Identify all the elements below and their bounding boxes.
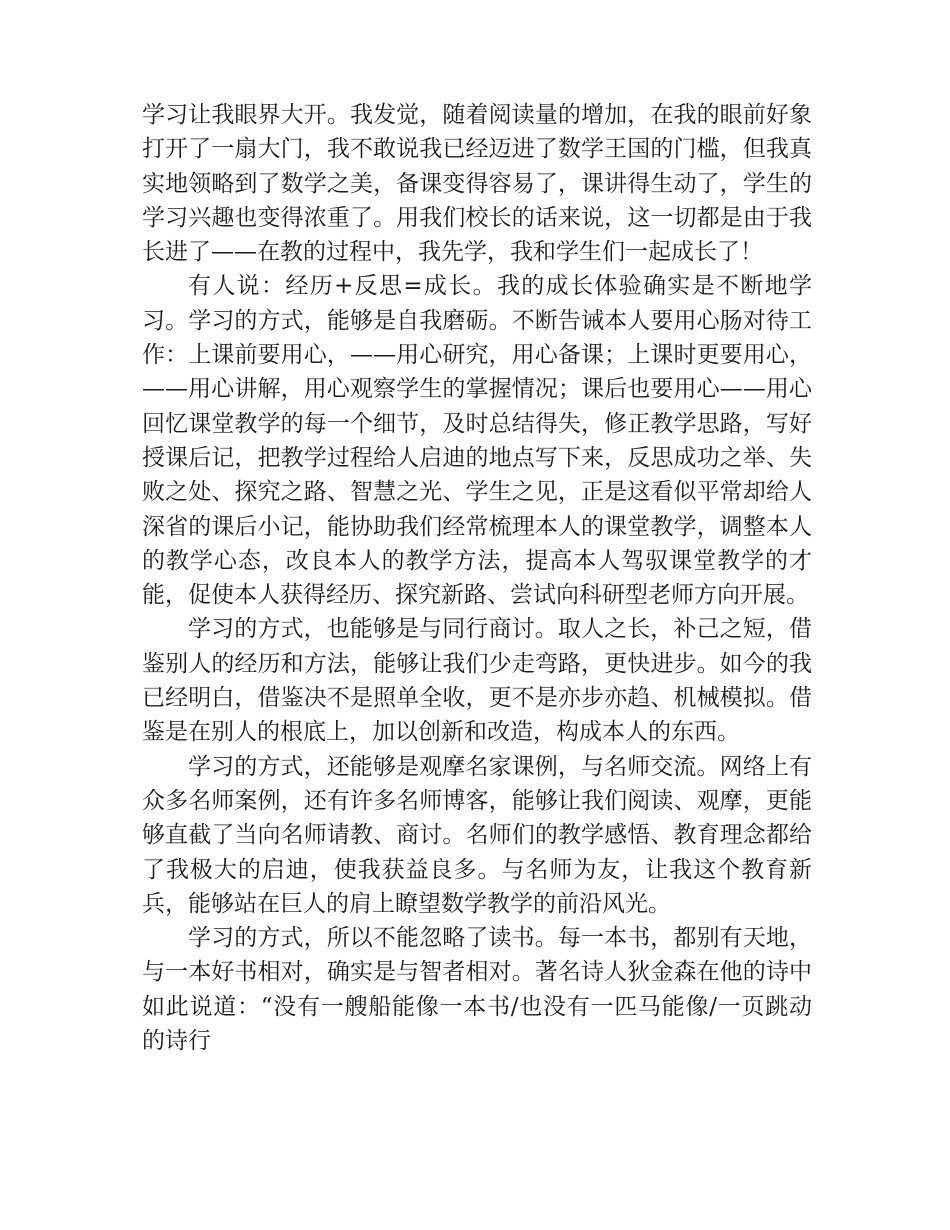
paragraph-2: 有人说：经历+反思=成长。我的成长体验确实是不断地学习。学习的方式，能够是自我磨砺。不断告诫本人要用心肠对待工作：上课前要用心，——用心研究，用心备课；上课时更要用心，——用心讲解，用心观察学生的掌握情况；课后也要用心——用心回忆课堂教学的每一个细节，及时总结得失，修正教学思路，写好授课后记，把教学过程给人启迪的地点写下来，反思成功之举、失败之处、探究之路、智慧之光、学生之见，正是这看似平常却给人深省的课后小记，能协助我们经常梳理本人的课堂教学，调整本人的教学心态，改良本人的教学方法，提高本人驾驭课堂教学的才能，促使本人获得经历、探究新路、尝试向科研型老师方向开展。 <box>142 273 812 609</box>
document-page <box>142 98 812 1058</box>
paragraph-4: 学习的方式，还能够是观摩名家课例，与名师交流。网络上有众多名师案例，还有许多名师博客，能够让我们阅读、观摩，更能够直截了当向名师请教、商讨。名师们的教学感悟、教育理念都给了我极大的启迪，使我获益良多。与名师为友，让我这个教育新兵，能够站在巨人的肩上瞭望数学教学的前沿风光。 <box>142 753 812 917</box>
paragraph-1: 学习让我眼界大开。我发觉，随着阅读量的增加，在我的眼前好象打开了一扇大门，我不敢说我已经迈进了数学王国的门槛，但我真实地领略到了数学之美，备课变得容易了，课讲得生动了，学生的学习兴趣也变得浓重了。用我们校长的话来说，这一切都是由于我长进了——在教的过程中，我先学，我和学生们一起成长了！ <box>142 102 812 266</box>
paragraph-5: 学习的方式，所以不能忽略了读书。每一本书，都别有天地，与一本好书相对，确实是与智者相对。著名诗人狄金森在他的诗中如此说道：“没有一艘船能像一本书/也没有一匹马能像/一页跳动的诗行 <box>142 925 812 1055</box>
paragraph-3: 学习的方式，也能够是与同行商讨。取人之长，补己之短，借鉴别人的经历和方法，能够让我们少走弯路，更快进步。如今的我已经明白，借鉴决不是照单全收，更不是亦步亦趋、机械模拟。借鉴是在别人的根底上，加以创新和改造，构成本人的东西。 <box>142 616 812 746</box>
